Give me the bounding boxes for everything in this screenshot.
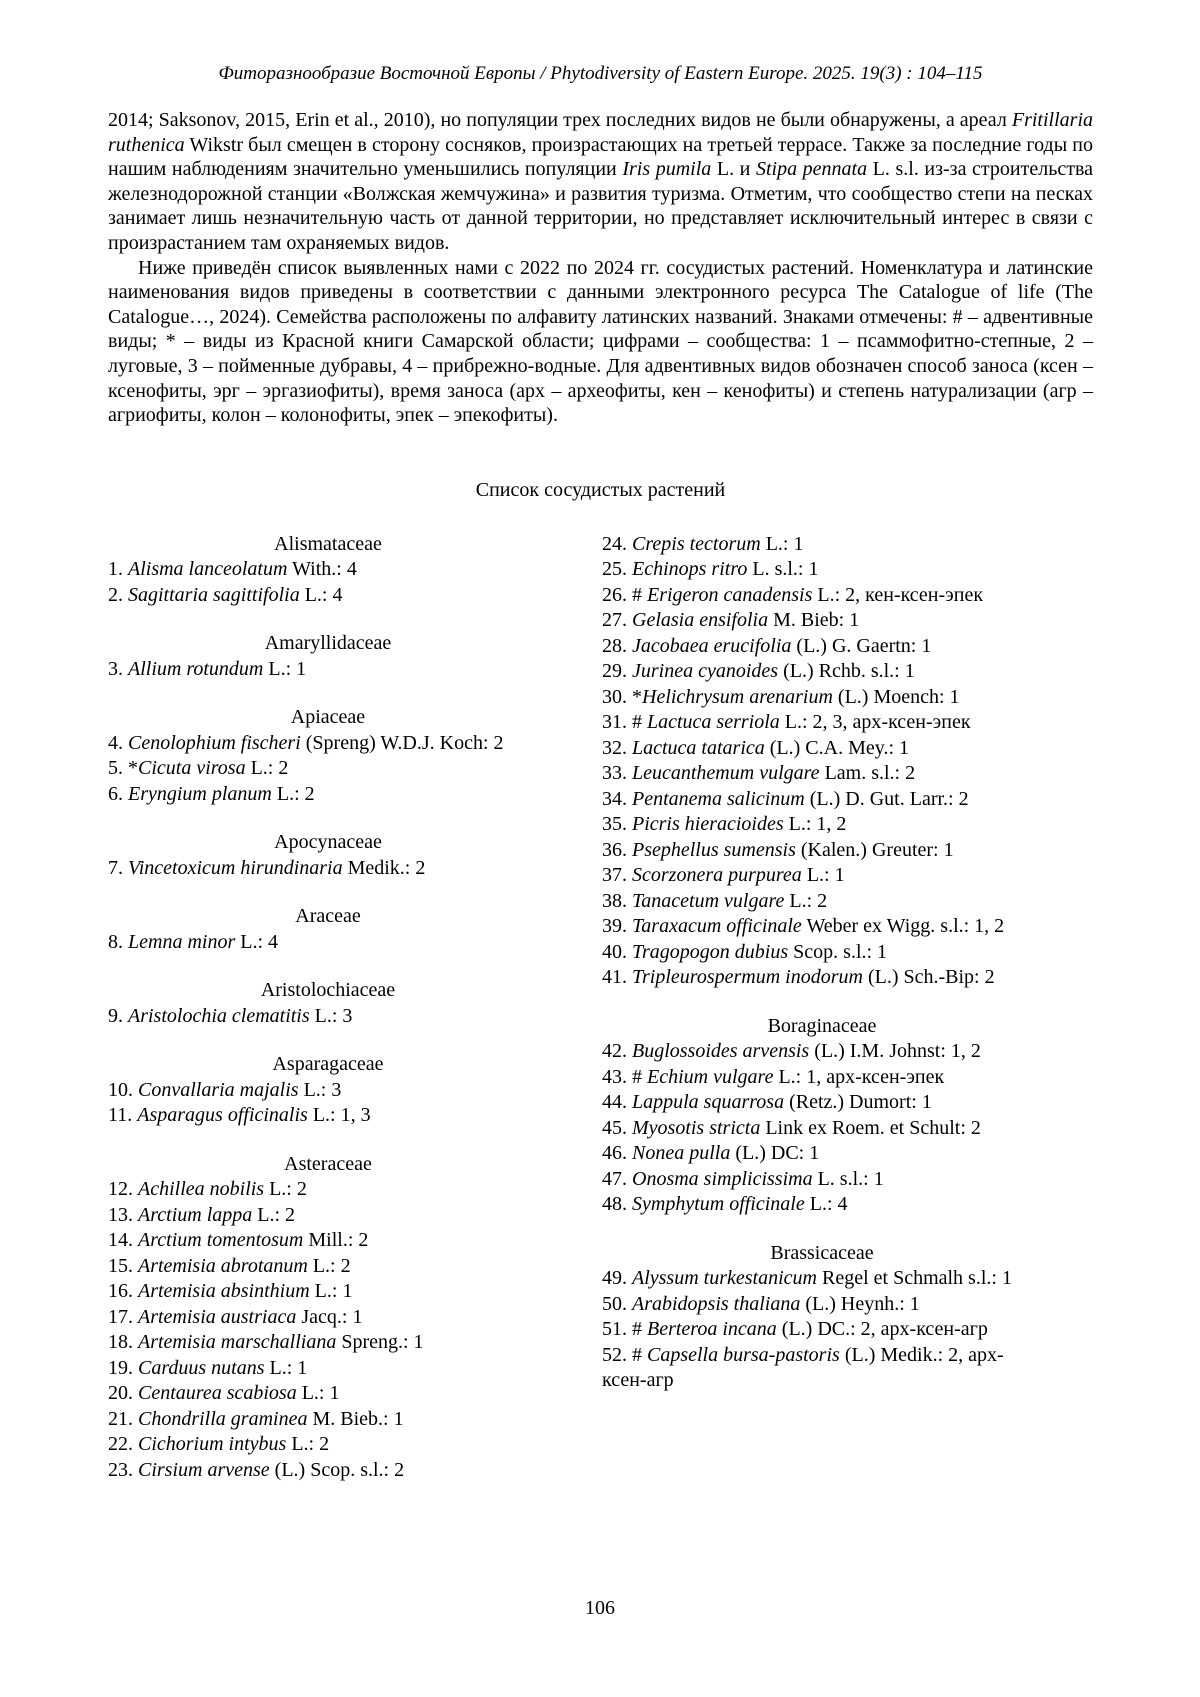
text-segment: L. и: [711, 158, 756, 181]
latin-name-italic: Jurinea cyanoides: [632, 660, 779, 683]
text-segment: Scop. s.l.: 1: [788, 940, 888, 963]
text-segment: 2.: [108, 583, 128, 606]
family-heading: Asparagaceae: [272, 1053, 384, 1076]
latin-name-italic: Cichorium intybus: [138, 1433, 287, 1456]
species-item: [108, 1381, 548, 1407]
family-block: [602, 1241, 1042, 1394]
text-segment: L.: 1: [801, 864, 845, 887]
species-item: [108, 1279, 548, 1305]
text-segment: (L.) Medik.: 2, арх-ксен-агр: [602, 1343, 1004, 1392]
latin-name-italic: Arabidopsis thaliana: [632, 1292, 801, 1315]
text-segment: (L.) DC.: 2, арх-ксен-агр: [776, 1318, 988, 1341]
latin-name-italic: Cicuta virosa: [138, 757, 246, 780]
species-item: [602, 583, 1042, 609]
species-item: [602, 1039, 1042, 1065]
species-item: [602, 1192, 1042, 1218]
text-segment: 27.: [602, 609, 632, 632]
latin-name-italic: Arctium lappa: [138, 1203, 253, 1226]
text-segment: L.: 2: [245, 757, 289, 780]
latin-name-italic: Lactuca tatarica: [632, 736, 765, 759]
text-segment: L.: 1: [309, 1280, 353, 1303]
species-item: [602, 863, 1042, 889]
text-segment: L.: 2: [252, 1203, 296, 1226]
text-segment: 51. #: [602, 1318, 647, 1341]
text-segment: Jacq.: 1: [296, 1305, 363, 1328]
text-segment: 9.: [108, 1004, 128, 1027]
family-heading: Amaryllidaceae: [264, 632, 392, 655]
species-item: [108, 1458, 548, 1484]
latin-name-italic: Psephellus sumensis: [632, 838, 796, 861]
text-segment: Ниже приведён список выявленных нами с 2022 по 2024 гг. сосудистых растений. Номенклатура и латинские наименования видов приведены в соответствии с данными электронного ресурса The Catalogue of life (The Catalogue…, 2024). Семейства расположены по алфавиту латинских названий. Знаками отмечены: # – адвентивные виды; * – виды из Красной книги Самарской области; цифрами – сообщества: 1 – псаммофитно-степные, 2 – луговые, 3 – пойменные дубравы, 4 – прибрежно-водные. Для адвентивных видов обозначен способ заноса (ксен – ксенофиты, эрг – эргазиофиты), время заноса (арх – археофиты, кен – кенофиты) и степень натурализации (агр – агриофиты, колон – колонофиты, эпек – эпекофиты).: [108, 256, 1093, 427]
text-segment: 16.: [108, 1280, 138, 1303]
text-segment: 46.: [602, 1142, 632, 1165]
species-item: [108, 1004, 548, 1030]
family-heading: Alismataceae: [274, 532, 382, 555]
text-segment: 47.: [602, 1167, 632, 1190]
latin-name-italic: Alyssum turkestanicum: [632, 1267, 817, 1290]
family-heading: Araceae: [295, 905, 361, 928]
intro-paragraphs: [108, 108, 1093, 428]
text-segment: L. s.l. из-за строительства железнодорожной станции «Волжская жемчужина» и развития туризма. Отметим, что сообщество степи на песках занимает лишь незначительную часть от данной территории, но представляет исключительный интерес в связи с произрастанием там охраняемых видов.: [108, 158, 1094, 254]
text-segment: L.: 1, 2: [783, 813, 847, 836]
species-item: [108, 856, 548, 882]
text-segment: (L.) C.A. Mey.: 1: [764, 736, 910, 759]
latin-name-italic: Picris hieracioides: [632, 813, 784, 836]
text-segment: Medik.: 2: [342, 856, 426, 879]
species-item: [108, 657, 548, 683]
species-item: [108, 583, 548, 609]
text-segment: L.: 1, арх-ксен-эпек: [773, 1065, 945, 1088]
species-item: [602, 634, 1042, 660]
species-item: [602, 1090, 1042, 1116]
species-item: [108, 1254, 548, 1280]
text-segment: 31. #: [602, 711, 647, 734]
text-segment: 39.: [602, 915, 632, 938]
text-segment: 48.: [602, 1193, 632, 1216]
latin-name-italic: Sagittaria sagittifolia: [128, 583, 300, 606]
family-heading: Asteraceae: [284, 1152, 372, 1175]
latin-name-italic: Artemisia abrotanum: [138, 1254, 308, 1277]
species-item: [602, 736, 1042, 762]
text-segment: Lam. s.l.: 2: [819, 762, 916, 785]
text-segment: (L.) D. Gut. Larr.: 2: [804, 787, 969, 810]
text-segment: 36.: [602, 838, 632, 861]
species-item: [602, 889, 1042, 915]
species-item: [602, 940, 1042, 966]
latin-name-italic: Artemisia austriaca: [138, 1305, 297, 1328]
family-block: [108, 830, 548, 881]
family-block: [108, 532, 548, 609]
latin-name-italic: Cirsium arvense: [138, 1458, 270, 1481]
species-item: [602, 812, 1042, 838]
latin-name-italic: Lemna minor: [128, 930, 236, 953]
text-segment: (Kalen.) Greuter: 1: [795, 838, 954, 861]
text-segment: 37.: [602, 864, 632, 887]
species-item: [602, 1292, 1042, 1318]
text-segment: 4.: [108, 731, 128, 754]
text-segment: (L.) Scop. s.l.: 2: [269, 1458, 405, 1481]
text-segment: 10.: [108, 1078, 138, 1101]
text-segment: 44.: [602, 1091, 632, 1114]
text-segment: M. Bieb: 1: [768, 609, 860, 632]
text-segment: L.: 1: [760, 532, 804, 555]
species-item: [108, 1203, 548, 1229]
species-item: [108, 1078, 548, 1104]
text-segment: (Spreng) W.D.J. Koch: 2: [300, 731, 504, 754]
text-segment: 26. #: [602, 583, 647, 606]
latin-name-italic: Nonea pulla: [632, 1142, 731, 1165]
family-heading: Brassicaceae: [770, 1241, 874, 1264]
latin-name-italic: Centaurea scabiosa: [138, 1382, 297, 1405]
text-segment: 19.: [108, 1356, 138, 1379]
text-segment: (L.) G. Gaertn: 1: [791, 634, 932, 657]
text-segment: 5. *: [108, 757, 138, 780]
text-segment: L.: 2: [264, 1178, 307, 1201]
family-block: [602, 532, 1042, 991]
latin-name-italic: Symphytum officinale: [632, 1193, 805, 1216]
species-item: [108, 1432, 548, 1458]
text-segment: 50.: [602, 1292, 632, 1315]
text-segment: L.: 1: [264, 1356, 308, 1379]
text-segment: L.: 3: [309, 1004, 353, 1027]
latin-name-italic: Artemisia absinthium: [138, 1280, 310, 1303]
latin-name-italic: Allium rotundum: [128, 657, 264, 680]
text-segment: 38.: [602, 889, 632, 912]
paragraph: [108, 108, 1093, 256]
text-segment: L.: 2: [271, 782, 315, 805]
latin-name-italic: Fritillaria ruthenica: [108, 109, 1093, 156]
latin-name-italic: Echium vulgare: [647, 1065, 774, 1088]
latin-name-italic: Convallaria majalis: [138, 1078, 299, 1101]
text-segment: L.: 1: [263, 657, 307, 680]
latin-name-italic: Stipa pennata: [755, 158, 868, 181]
text-segment: (L.) Moench: 1: [832, 685, 960, 708]
latin-name-italic: Artemisia marschalliana: [138, 1331, 337, 1354]
text-segment: 21.: [108, 1407, 138, 1430]
text-segment: 34.: [602, 787, 632, 810]
latin-name-italic: Helichrysum arenarium: [642, 685, 833, 708]
latin-name-italic: Scorzonera purpurea: [632, 864, 802, 887]
latin-name-italic: Onosma simplicissima: [632, 1167, 813, 1190]
text-segment: L.: 2, кен-ксен-эпек: [812, 583, 984, 606]
text-segment: L.: 3: [298, 1078, 342, 1101]
text-segment: 13.: [108, 1203, 138, 1226]
text-segment: 20.: [108, 1382, 138, 1405]
paragraph: [108, 256, 1093, 428]
family-block: [108, 904, 548, 955]
species-item: [602, 1343, 1042, 1394]
text-segment: 45.: [602, 1116, 632, 1139]
species-item: [108, 1407, 548, 1433]
species-item: [602, 1317, 1042, 1343]
text-segment: 8.: [108, 930, 128, 953]
latin-name-italic: Leucanthemum vulgare: [632, 762, 820, 785]
family-heading: Boraginaceae: [767, 1014, 877, 1037]
species-item: [602, 1116, 1042, 1142]
text-segment: 7.: [108, 856, 128, 879]
latin-name-italic: Tragopogon dubius: [632, 940, 789, 963]
text-segment: 30. *: [602, 685, 642, 708]
latin-name-italic: Gelasia ensifolia: [632, 609, 769, 632]
text-segment: 6.: [108, 782, 128, 805]
family-block: [108, 978, 548, 1029]
text-segment: Wikstr был смещен в сторону сосняков, произрастающих на третьей террасе. Также за последние годы по нашим наблюдениям значительно уменьшились популяции: [108, 133, 1093, 181]
text-segment: (L.) DC: 1: [730, 1142, 820, 1165]
latin-name-italic: Aristolochia clematitis: [128, 1004, 310, 1027]
species-item: [602, 1167, 1042, 1193]
family-heading: Aristolochiaceae: [260, 979, 396, 1002]
species-item: [602, 608, 1042, 634]
species-column-left: [108, 532, 548, 1484]
text-segment: 18.: [108, 1331, 138, 1354]
text-segment: 23.: [108, 1458, 138, 1481]
species-item: [108, 1330, 548, 1356]
latin-name-italic: Achillea nobilis: [138, 1178, 265, 1201]
text-segment: 24.: [602, 532, 632, 555]
family-block: [108, 1052, 548, 1129]
text-segment: 15.: [108, 1254, 138, 1277]
species-item: [602, 761, 1042, 787]
latin-name-italic: Vincetoxicum hirundinaria: [128, 856, 343, 879]
text-segment: 52. #: [602, 1343, 647, 1366]
species-item: [602, 1266, 1042, 1292]
latin-name-italic: Crepis tectorum: [632, 532, 761, 555]
latin-name-italic: Arctium tomentosum: [138, 1229, 304, 1252]
text-segment: 49.: [602, 1267, 632, 1290]
latin-name-italic: Alisma lanceolatum: [128, 558, 288, 581]
species-item: [602, 557, 1042, 583]
species-item: [602, 659, 1042, 685]
text-segment: 2014; Saksonov, 2015, Erin et al., 2010), но популяции трех последних видов не были обнаружены, а ареал: [108, 109, 1012, 131]
latin-name-italic: Lactuca serriola: [647, 711, 780, 734]
family-block: [108, 1152, 548, 1484]
text-segment: 32.: [602, 736, 632, 759]
species-list-title: Список сосудистых растений: [475, 478, 726, 501]
text-segment: Regel et Schmalh s.l.: 1: [816, 1267, 1012, 1290]
species-item: [602, 838, 1042, 864]
text-segment: (Retz.) Dumort: 1: [784, 1091, 932, 1114]
species-item: [108, 756, 548, 782]
species-item: [108, 1305, 548, 1331]
family-heading: Apiaceae: [290, 706, 366, 729]
latin-name-italic: Eryngium planum: [128, 782, 272, 805]
latin-name-italic: Buglossoides arvensis: [632, 1040, 810, 1063]
text-segment: Weber ex Wigg. s.l.: 1, 2: [801, 915, 1005, 938]
latin-name-italic: Myosotis stricta: [632, 1116, 761, 1139]
latin-name-italic: Jacobaea erucifolia: [632, 634, 792, 657]
latin-name-italic: Erigeron canadensis: [647, 583, 813, 606]
species-item: [602, 710, 1042, 736]
family-heading: Apocynaceae: [274, 831, 382, 854]
text-segment: 14.: [108, 1229, 138, 1252]
text-segment: L.: 1: [296, 1382, 340, 1405]
family-block: [108, 705, 548, 807]
latin-name-italic: Cenolophium fischeri: [128, 731, 301, 754]
text-segment: 43. #: [602, 1065, 647, 1088]
text-segment: Spreng.: 1: [336, 1331, 424, 1354]
latin-name-italic: Tanacetum vulgare: [632, 889, 785, 912]
species-item: [108, 782, 548, 808]
text-segment: 12.: [108, 1178, 138, 1201]
latin-name-italic: Asparagus officinalis: [137, 1104, 308, 1127]
latin-name-italic: Chondrilla graminea: [138, 1407, 308, 1430]
text-segment: 41.: [602, 966, 632, 989]
latin-name-italic: Berteroa incana: [647, 1318, 777, 1341]
text-segment: 40.: [602, 940, 632, 963]
text-segment: L.: 4: [235, 930, 279, 953]
text-segment: 42.: [602, 1040, 632, 1063]
text-segment: 35.: [602, 813, 632, 836]
latin-name-italic: Pentanema salicinum: [632, 787, 805, 810]
journal-running-head: Фиторазнообразие Восточной Европы / Phytodiversity of Eastern Europe. 2025. 19(3) : 104–115: [218, 63, 983, 84]
text-segment: Link ex Roem. et Schult: 2: [760, 1116, 981, 1139]
species-item: [602, 1141, 1042, 1167]
text-segment: (L.) Heynh.: 1: [800, 1292, 920, 1315]
species-column-right: [602, 532, 1042, 1484]
text-segment: Mill.: 2: [303, 1229, 369, 1252]
latin-name-italic: Echinops ritro: [632, 558, 748, 581]
species-item: [108, 1356, 548, 1382]
text-segment: 1.: [108, 558, 128, 581]
latin-name-italic: Capsella bursa-pastoris: [647, 1343, 840, 1366]
text-segment: 22.: [108, 1433, 138, 1456]
species-item: [602, 685, 1042, 711]
text-segment: 29.: [602, 660, 632, 683]
latin-name-italic: Tripleurospermum inodorum: [632, 966, 863, 989]
species-item: [602, 914, 1042, 940]
species-item: [108, 1177, 548, 1203]
species-item: [108, 557, 548, 583]
species-item: [602, 787, 1042, 813]
text-segment: L.: 4: [804, 1193, 848, 1216]
text-segment: 33.: [602, 762, 632, 785]
species-item: [108, 731, 548, 757]
species-columns: [108, 532, 1093, 1484]
species-item: [602, 1065, 1042, 1091]
species-item: [602, 532, 1042, 558]
species-item: [108, 930, 548, 956]
text-segment: L.: 2: [286, 1433, 330, 1456]
species-item: [108, 1103, 548, 1129]
text-segment: L. s.l.: 1: [747, 558, 819, 581]
latin-name-italic: Carduus nutans: [138, 1356, 265, 1379]
text-segment: M. Bieb.: 1: [307, 1407, 404, 1430]
text-segment: 3.: [108, 657, 128, 680]
latin-name-italic: Iris pumila: [622, 158, 712, 181]
latin-name-italic: Lappula squarrosa: [632, 1091, 785, 1114]
family-block: [108, 631, 548, 682]
text-segment: (L.) I.M. Johnst: 1, 2: [809, 1040, 981, 1063]
text-segment: With.: 4: [287, 558, 357, 581]
text-segment: 11.: [108, 1104, 138, 1127]
text-segment: L.: 1, 3: [307, 1104, 371, 1127]
text-segment: L.: 4: [299, 583, 343, 606]
latin-name-italic: Taraxacum officinale: [632, 915, 802, 938]
text-segment: 25.: [602, 558, 632, 581]
text-segment: L. s.l.: 1: [812, 1167, 884, 1190]
page-number: 106: [585, 1597, 615, 1619]
text-segment: 17.: [108, 1305, 138, 1328]
text-segment: (L.) Sch.-Bip: 2: [862, 966, 995, 989]
text-segment: (L.) Rchb. s.l.: 1: [778, 660, 915, 683]
species-item: [108, 1228, 548, 1254]
text-segment: L.: 2, 3, арх-ксен-эпек: [779, 711, 971, 734]
text-segment: L.: 2: [307, 1254, 351, 1277]
family-block: [602, 1014, 1042, 1218]
text-segment: L.: 2: [784, 889, 828, 912]
species-item: [602, 965, 1042, 991]
text-segment: 28.: [602, 634, 632, 657]
